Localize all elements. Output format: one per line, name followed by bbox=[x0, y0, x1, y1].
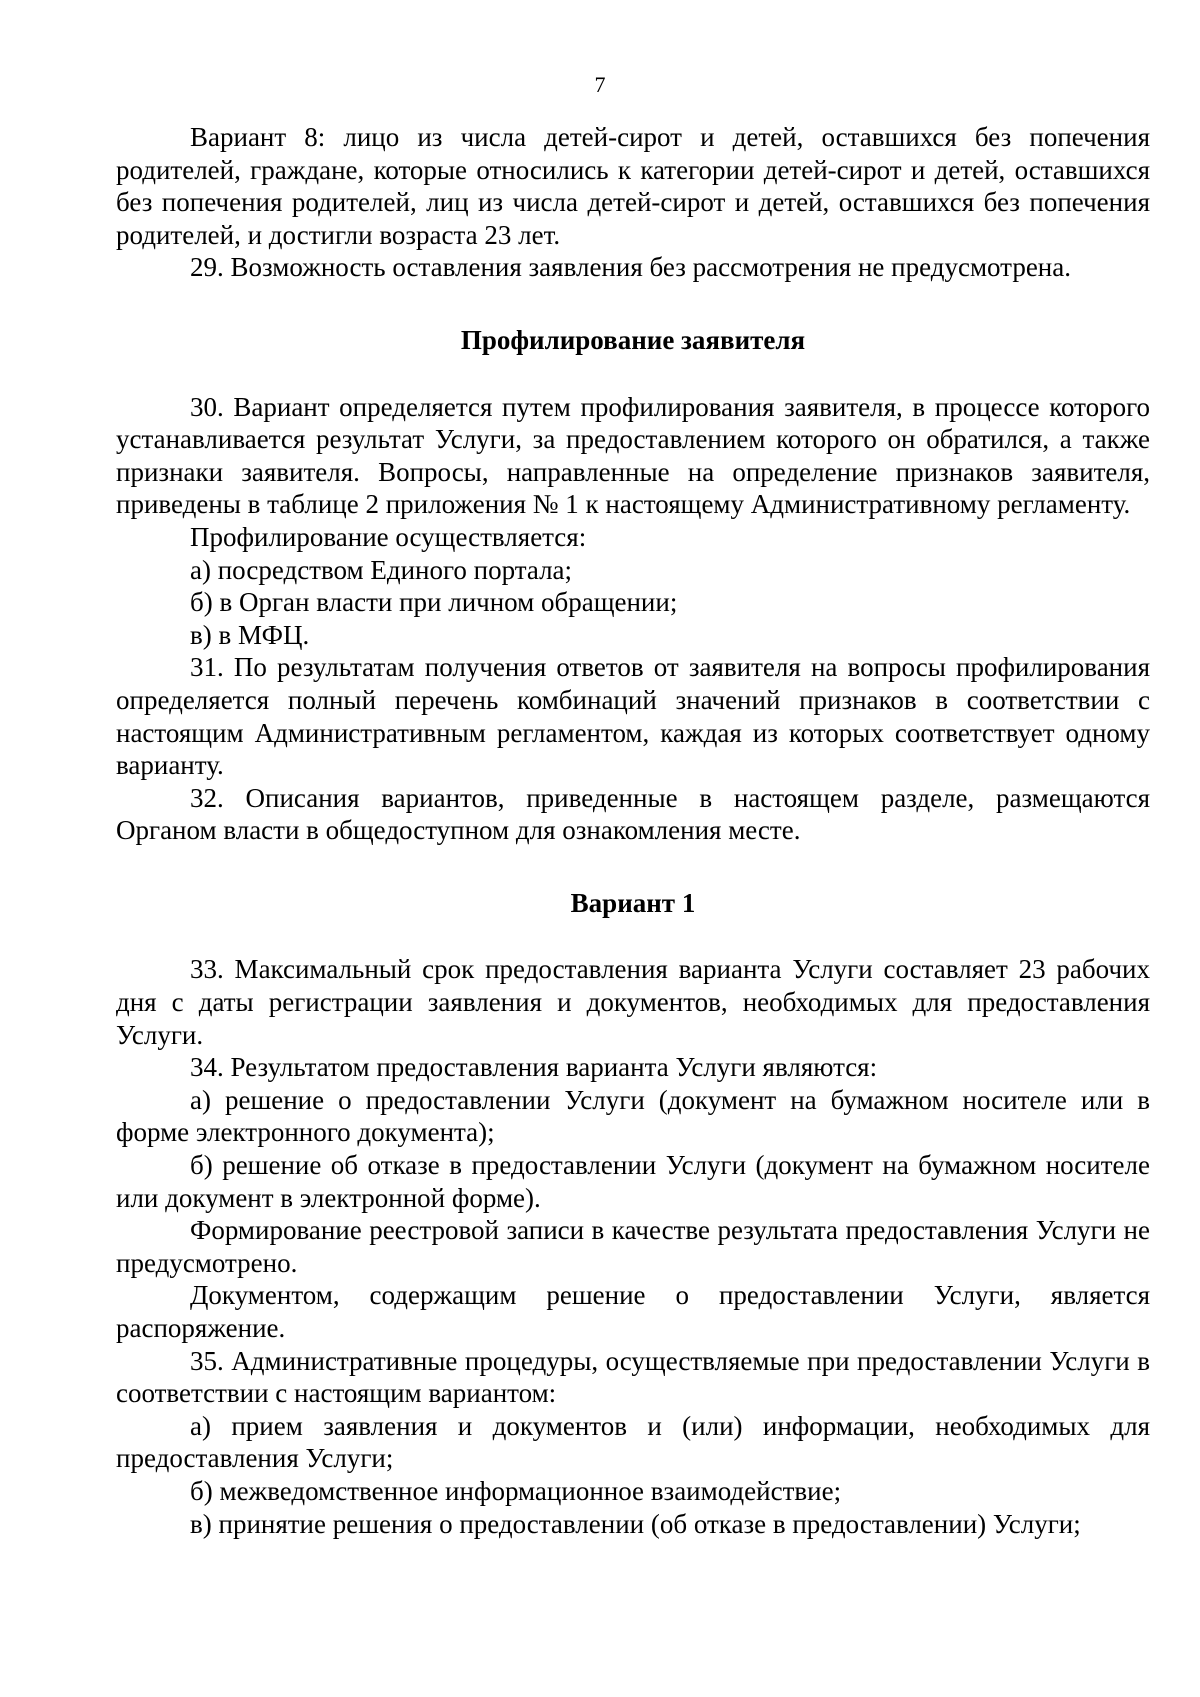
spacer bbox=[116, 847, 1150, 887]
list-item-v: в) в МФЦ. bbox=[190, 619, 310, 650]
spacer bbox=[116, 919, 1150, 953]
list-item-v: в) принятие решения о предоставлении (об отказе в предоставлении) Услуги; bbox=[190, 1508, 1081, 1539]
heading-profiling: Профилирование заявителя bbox=[460, 324, 806, 355]
paragraph-30: 30. Вариант определяется путем профилирования заявителя, в процессе которого устанавливается результат Услуги, за предоставлением которого он обратился, а также признаки заявителя. Вопросы, направленные на определение признаков заявителя, приведены в таблице 2 приложения № 1 к настоящему Административному регламенту. bbox=[116, 391, 1150, 520]
page-number: 7 bbox=[594, 72, 606, 97]
spacer bbox=[116, 284, 1150, 324]
paragraph-34: 34. Результатом предоставления варианта Услуги являются: bbox=[190, 1052, 878, 1083]
list-item-a: а) решение о предоставлении Услуги (документ на бумажном носителе или в форме электронного документа); bbox=[116, 1084, 1150, 1148]
list-item-b: б) в Орган власти при личном обращении; bbox=[190, 587, 678, 618]
paragraph-profiling-intro: Профилирование осуществляется: bbox=[190, 521, 587, 552]
paragraph-31: 31. По результатам получения ответов от заявителя на вопросы профилирования определяется полный перечень комбинаций значений признаков в соответствии с настоящим Административным регламентом, каждая из которых соответствует одному варианту. bbox=[116, 652, 1150, 781]
paragraph-32: 32. Описания вариантов, приведенные в настоящем разделе, размещаются Органом власти в общедоступном для ознакомления месте. bbox=[116, 782, 1150, 846]
heading-variant-1: Вариант 1 bbox=[570, 887, 696, 918]
spacer bbox=[116, 357, 1150, 391]
document-body bbox=[116, 121, 1150, 1540]
list-item-b: б) решение об отказе в предоставлении Услуги (документ на бумажном носителе или документ в электронной форме). bbox=[116, 1150, 1150, 1213]
paragraph-29: 29. Возможность оставления заявления без рассмотрения не предусмотрена. bbox=[190, 252, 1071, 283]
paragraph-variant-8: Вариант 8: лицо из числа детей-сирот и детей, оставшихся без попечения родителей, граждане, которые относились к категории детей-сирот и детей, оставшихся без попечения родителей, лиц из числа детей-сирот и детей, оставшихся без попечения родителей, и достигли возраста 23 лет. bbox=[116, 122, 1150, 250]
list-item-b: б) межведомственное информационное взаимодействие; bbox=[190, 1475, 842, 1506]
list-item-a: а) прием заявления и документов и (или) информации, необходимых для предоставления Услуги; bbox=[116, 1410, 1150, 1474]
paragraph-35: 35. Административные процедуры, осуществляемые при предоставлении Услуги в соответствии с настоящим вариантом: bbox=[116, 1345, 1150, 1409]
paragraph-registry-record: Формирование реестровой записи в качестве результата предоставления Услуги не предусмотрено. bbox=[116, 1215, 1150, 1278]
paragraph-decision-document: Документом, содержащим решение о предоставлении Услуги, является распоряжение. bbox=[116, 1280, 1150, 1343]
list-item-a: а) посредством Единого портала; bbox=[190, 554, 573, 585]
paragraph-33: 33. Максимальный срок предоставления варианта Услуги составляет 23 рабочих дня с даты регистрации заявления и документов, необходимых для предоставления Услуги. bbox=[116, 954, 1150, 1050]
